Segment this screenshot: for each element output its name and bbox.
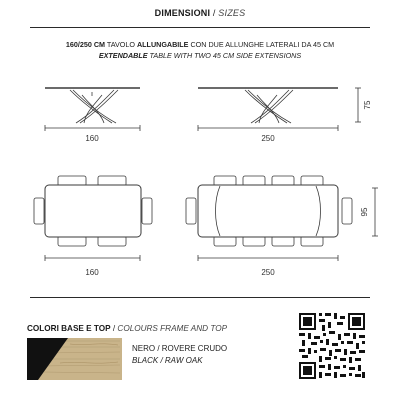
title-separator: / bbox=[212, 8, 219, 18]
en-bold: EXTENDABLE bbox=[98, 51, 148, 60]
title-subtitle: SIZES bbox=[218, 8, 246, 18]
finish-swatch bbox=[27, 338, 122, 380]
finish-name-it: NERO / ROVERE CRUDO bbox=[132, 344, 228, 353]
finish-name-en: BLACK / RAW OAK bbox=[132, 356, 203, 365]
top-width-label-160: 160 bbox=[85, 268, 99, 277]
it-text-2: CON DUE ALLUNGHE LATERALI DA 45 CM bbox=[190, 40, 335, 49]
colors-title-text: COLORI BASE E TOP bbox=[27, 324, 111, 333]
bottom-divider bbox=[30, 297, 370, 298]
top-width-label-250: 250 bbox=[261, 268, 275, 277]
colors-title-separator: / bbox=[112, 324, 118, 333]
colors-title-subtitle: COLOURS FRAME AND TOP bbox=[117, 324, 228, 333]
en-text: TABLE WITH TWO 45 CM SIDE EXTENSIONS bbox=[149, 51, 302, 60]
qr-code bbox=[297, 311, 367, 381]
top-view-160 bbox=[34, 176, 152, 246]
height-dimension bbox=[355, 88, 361, 122]
it-text-1: TAVOLO bbox=[106, 40, 135, 49]
side-width-label-160: 160 bbox=[85, 134, 99, 143]
top-view-250 bbox=[186, 176, 352, 246]
top-width-dimension-160 bbox=[45, 255, 140, 261]
height-label: 75 bbox=[363, 100, 372, 110]
side-width-dimension-160 bbox=[45, 125, 140, 131]
top-width-dimension-250 bbox=[198, 255, 338, 261]
it-bold: ALLUNGABILE bbox=[136, 40, 189, 49]
side-width-label-250: 250 bbox=[261, 134, 275, 143]
depth-label: 95 bbox=[360, 207, 369, 217]
size-range: 160/250 CM bbox=[65, 40, 105, 49]
colors-title bbox=[27, 324, 227, 333]
depth-dimension bbox=[372, 188, 378, 236]
side-view-250 bbox=[198, 88, 338, 123]
side-view-160 bbox=[45, 88, 140, 123]
title-text: DIMENSIONI bbox=[154, 8, 211, 18]
side-width-dimension-250 bbox=[198, 125, 338, 131]
